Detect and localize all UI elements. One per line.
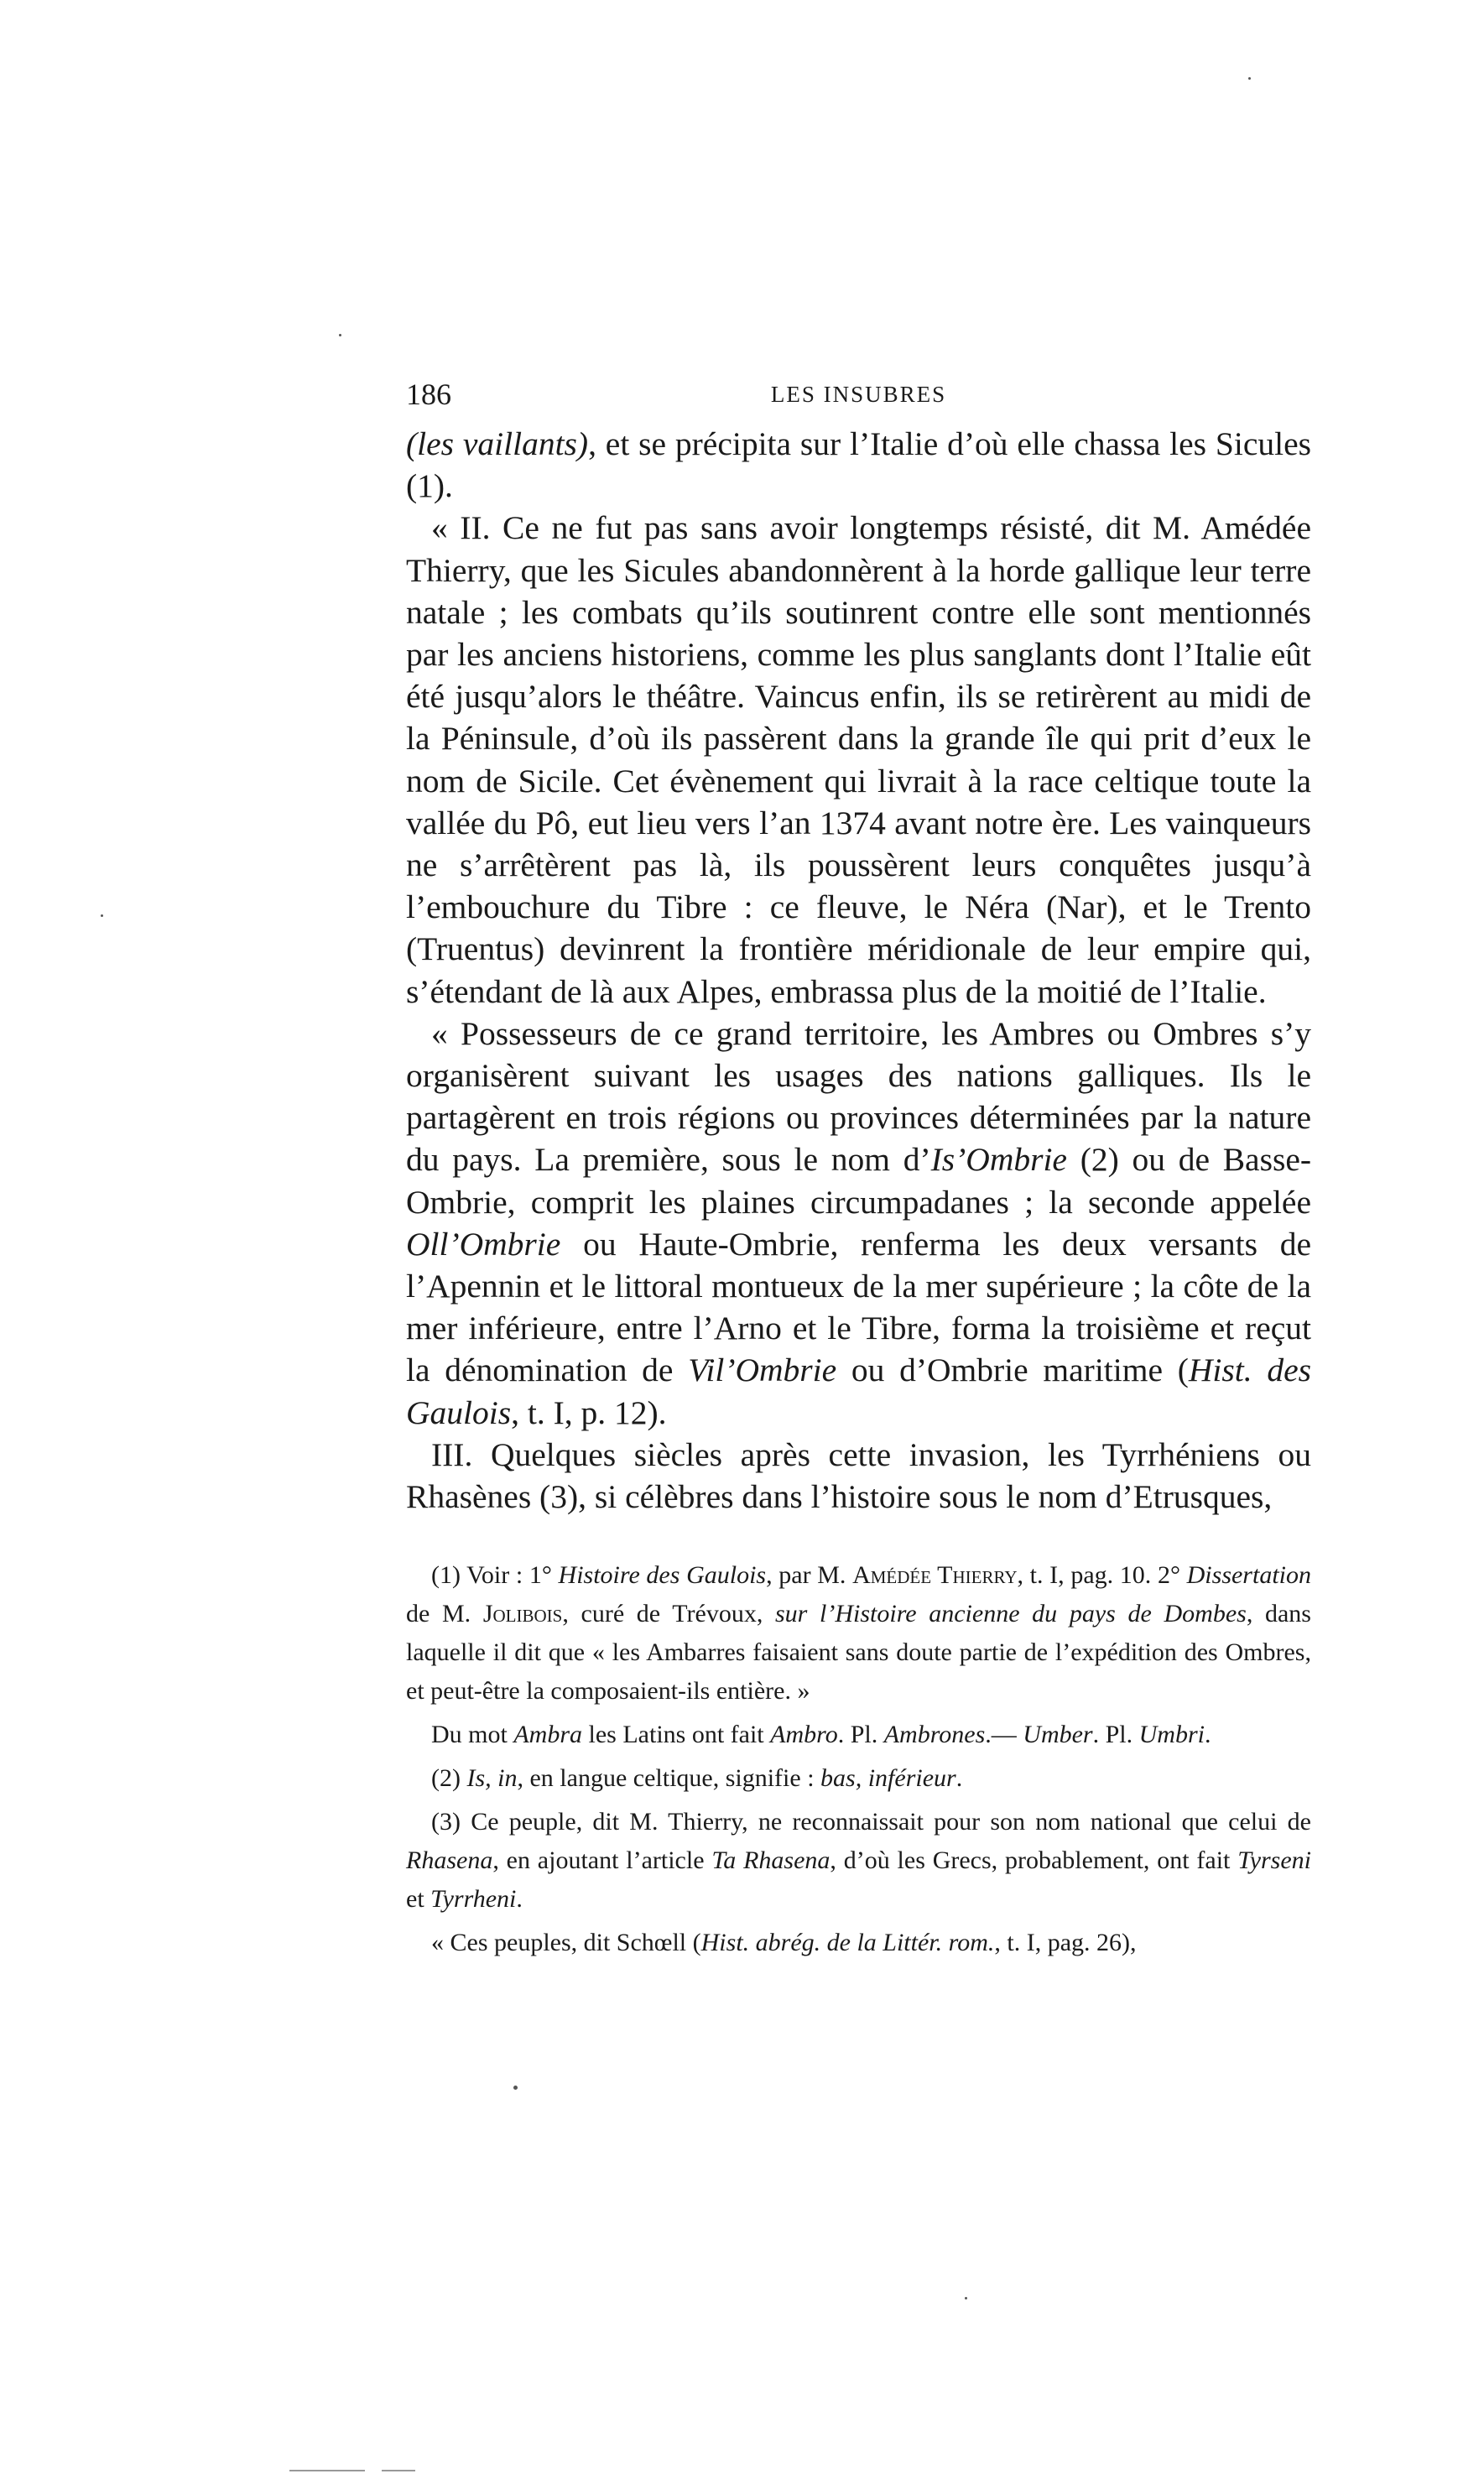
running-head bbox=[406, 369, 1311, 419]
footnote bbox=[406, 1716, 1311, 1754]
italic-run: Umbri bbox=[1138, 1721, 1205, 1749]
footnotes bbox=[406, 1556, 1311, 1962]
scan-speck bbox=[965, 2297, 967, 2299]
text-run: « II. Ce ne fut pas sans avoir longtemps résisté, dit M. Amédée Thierry, que les Sicules abandonnèrent à la horde gallique leur terre natale ; les combats qu’ils soutinrent contre elle sont mentionnés par les anciens historiens, comme les plus sanglants dont l’Italie eût été jusqu’alors le théâtre. Vaincus enfin, ils se retirèrent au midi de la Péninsule, d’où ils passèrent dans la grande île qui prit d’eux le nom de Sicile. Cet évènement qui livrait à la race celtique toute la vallée du Pô, eut lieu vers l’an 1374 avant notre ère. Les vainqueurs ne s’arrêtèrent pas là, ils poussèrent leurs conquêtes jusqu’à l’embouchure du Tibre : ce fleuve, le Néra (Nar), et le Trento (Truentus) devinrent la frontière méridionale de leur empire qui, s’étendant de là aux Alpes, embrassa plus de la moitié de l’Italie. bbox=[406, 509, 1311, 1010]
scan-edge-mark bbox=[289, 2470, 365, 2471]
footnote bbox=[406, 1556, 1311, 1711]
text-run: . bbox=[955, 1764, 963, 1793]
page-number: 186 bbox=[406, 378, 451, 411]
scan-speck bbox=[101, 914, 103, 917]
scan-speck bbox=[1248, 77, 1251, 80]
italic-run: Is, in bbox=[466, 1764, 518, 1793]
text-run: . Pl. bbox=[1092, 1721, 1139, 1749]
italic-run: Ta Rhasena bbox=[711, 1846, 831, 1875]
scan-speck bbox=[513, 2086, 518, 2090]
smallcaps-run: Amédée Thierry bbox=[852, 1561, 1018, 1590]
text-run: , par M. bbox=[766, 1561, 853, 1590]
text-run: Du mot bbox=[431, 1721, 514, 1749]
footnote bbox=[406, 1803, 1311, 1919]
italic-run: Ambrones bbox=[883, 1721, 986, 1749]
scan-speck bbox=[339, 334, 341, 336]
text-run: , dans laquelle il dit que « les Ambarres faisaient sans doute partie de l’expédition des Ombres, et peut-être la composaient-ils entière. » bbox=[406, 1600, 1311, 1706]
footnote bbox=[406, 1924, 1311, 1962]
italic-run: Hist. abrég. de la Littér. rom. bbox=[700, 1929, 995, 1957]
smallcaps-run: Jolibois bbox=[482, 1600, 563, 1628]
text-run: , curé de Trévoux, bbox=[562, 1600, 775, 1628]
running-title: LES INSUBRES bbox=[770, 382, 947, 407]
italic-run: Ambra bbox=[513, 1721, 583, 1749]
text-run: , en langue celtique, signifie : bbox=[517, 1764, 821, 1793]
paragraph bbox=[406, 423, 1311, 507]
text-run: de M. bbox=[406, 1600, 483, 1628]
italic-run: Is’Ombrie bbox=[930, 1141, 1067, 1179]
footnote bbox=[406, 1759, 1311, 1798]
text-run: .— bbox=[985, 1721, 1023, 1749]
italic-run: sur l’Histoire ancienne du pays de Dombes bbox=[775, 1600, 1247, 1628]
text-run: , t. I, pag. 10. 2° bbox=[1017, 1561, 1187, 1590]
italic-run: Tyrrheni bbox=[430, 1885, 517, 1914]
text-run: . bbox=[1204, 1721, 1211, 1749]
italic-run: Histoire des Gaulois bbox=[558, 1561, 767, 1590]
text-run: « Possesseurs de ce grand territoire, les Ambres ou Ombres s’y organisèrent suivant les usages des nations galliques. Ils le partagèrent en trois régions ou provinces déterminées par la nature du pays. La première, sous le nom d’ bbox=[406, 1014, 1311, 1179]
paragraph bbox=[406, 1434, 1311, 1518]
text-run: , et se précipita sur l’Italie d’où elle chassa les Sicules (1). bbox=[406, 425, 1311, 505]
text-run: III. Quelques siècles après cette invasion, les Tyrrhéniens ou Rhasènes (3), si célèbres dans l’histoire sous le nom d’Etrusques, bbox=[406, 1435, 1311, 1516]
text-run: . bbox=[516, 1885, 523, 1914]
text-run: , en ajoutant l’article bbox=[492, 1846, 712, 1875]
scan-edge-mark bbox=[382, 2470, 415, 2471]
italic-run: Rhasena bbox=[406, 1846, 493, 1875]
text-run: , t. I, p. 12). bbox=[511, 1393, 667, 1431]
text-run: les Latins ont fait bbox=[582, 1721, 771, 1749]
italic-run: Hist. des Gaulois bbox=[406, 1351, 1312, 1431]
paragraph bbox=[406, 507, 1311, 1012]
text-run: (2) bbox=[431, 1764, 467, 1793]
text-run: et bbox=[406, 1885, 431, 1914]
paragraph bbox=[406, 1013, 1311, 1434]
italic-run: Oll’Ombrie bbox=[406, 1225, 561, 1263]
text-run: ou d’Ombrie maritime ( bbox=[836, 1351, 1189, 1389]
italic-run: Vil’Ombrie bbox=[688, 1351, 837, 1389]
italic-run: Tyrseni bbox=[1237, 1846, 1312, 1875]
text-run: (1) Voir : 1° bbox=[431, 1561, 559, 1590]
text-run: , d’où les Grecs, probablement, ont fait bbox=[830, 1846, 1238, 1875]
italic-run: (les vaillants) bbox=[406, 425, 589, 462]
main-text bbox=[406, 423, 1311, 1518]
text-run: « Ces peuples, dit Schœll ( bbox=[431, 1929, 701, 1957]
text-run: , t. I, pag. 26), bbox=[994, 1929, 1137, 1957]
text-run: (2) ou de Basse-Ombrie, comprit les plaines circumpadanes ; la seconde appelée bbox=[406, 1141, 1312, 1221]
text-run: ou Haute-Ombrie, renferma les deux versants de l’Apennin et le littoral montueux de la mer supérieure ; la côte de la mer inférieure, entre l’Arno et le Tibre, forma la troisième et reçut la dénomination de bbox=[406, 1225, 1311, 1389]
italic-run: Dissertation bbox=[1186, 1561, 1311, 1590]
book-page bbox=[406, 369, 1311, 1967]
italic-run: Ambro bbox=[770, 1721, 838, 1749]
text-run: . Pl. bbox=[837, 1721, 884, 1749]
text-run: (3) Ce peuple, dit M. Thierry, ne reconnaissait pour son nom national que celui de bbox=[431, 1808, 1311, 1836]
italic-run: Umber bbox=[1023, 1721, 1093, 1749]
italic-run: bas, inférieur bbox=[820, 1764, 956, 1793]
